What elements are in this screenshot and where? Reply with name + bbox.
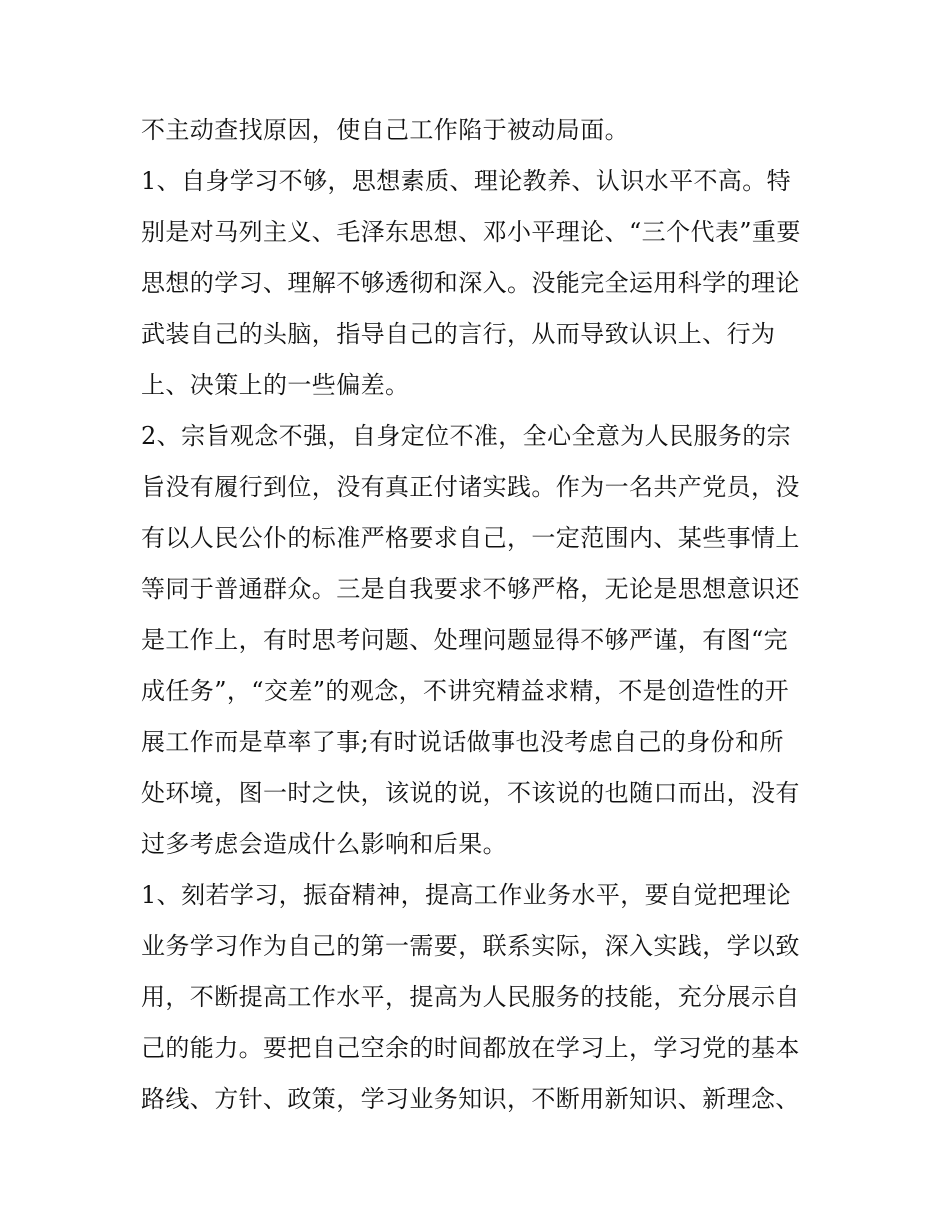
text-line: 业务学习作为自己的第一需要，联系实际，深入实践，学以致 [141, 932, 800, 960]
text-line: 展工作而是草率了事;有时说话做事也没考虑自己的身份和所 [141, 728, 784, 756]
text-line: 等同于普通群众。三是自我要求不够严格，无论是思想意识还 [141, 575, 800, 603]
text-line: 成任务”，“交差”的观念，不讲究精益求精，不是创造性的开 [141, 677, 790, 705]
text-line: 有以人民公仆的标准严格要求自己，一定范围内、某些事情上 [141, 524, 800, 552]
text-line: 路线、方针、政策，学习业务知识，不断用新知识、新理念、 [141, 1085, 800, 1113]
text-line: 用，不断提高工作水平，提高为人民服务的技能，充分展示自 [141, 983, 800, 1011]
text-line: 旨没有履行到位，没有真正付诸实践。作为一名共产党员，没 [141, 473, 800, 501]
text-line: 过多考虑会造成什么影响和后果。 [141, 830, 507, 858]
text-line: 2、宗旨观念不强，自身定位不准，全心全意为人民服务的宗 [141, 422, 792, 450]
text-line: 别是对马列主义、毛泽东思想、邓小平理论、“三个代表”重要 [141, 218, 801, 246]
text-line: 不主动查找原因，使自己工作陷于被动局面。 [141, 116, 629, 144]
text-line: 武装自己的头脑，指导自己的言行，从而导致认识上、行为 [141, 320, 776, 348]
text-line: 1、刻若学习，振奋精神，提高工作业务水平，要自觉把理论 [141, 881, 792, 909]
text-line: 是工作上，有时思考问题、处理问题显得不够严谨，有图“完 [141, 626, 789, 654]
text-line: 己的能力。要把自己空余的时间都放在学习上，学习党的基本 [141, 1034, 800, 1062]
text-line: 处环境，图一时之快，该说的说，不该说的也随口而出，没有 [141, 779, 800, 807]
text-line: 思想的学习、理解不够透彻和深入。没能完全运用科学的理论 [141, 269, 800, 297]
text-line: 1、自身学习不够，思想素质、理论教养、认识水平不高。特 [141, 167, 792, 195]
text-line: 上、决策上的一些偏差。 [141, 371, 410, 399]
